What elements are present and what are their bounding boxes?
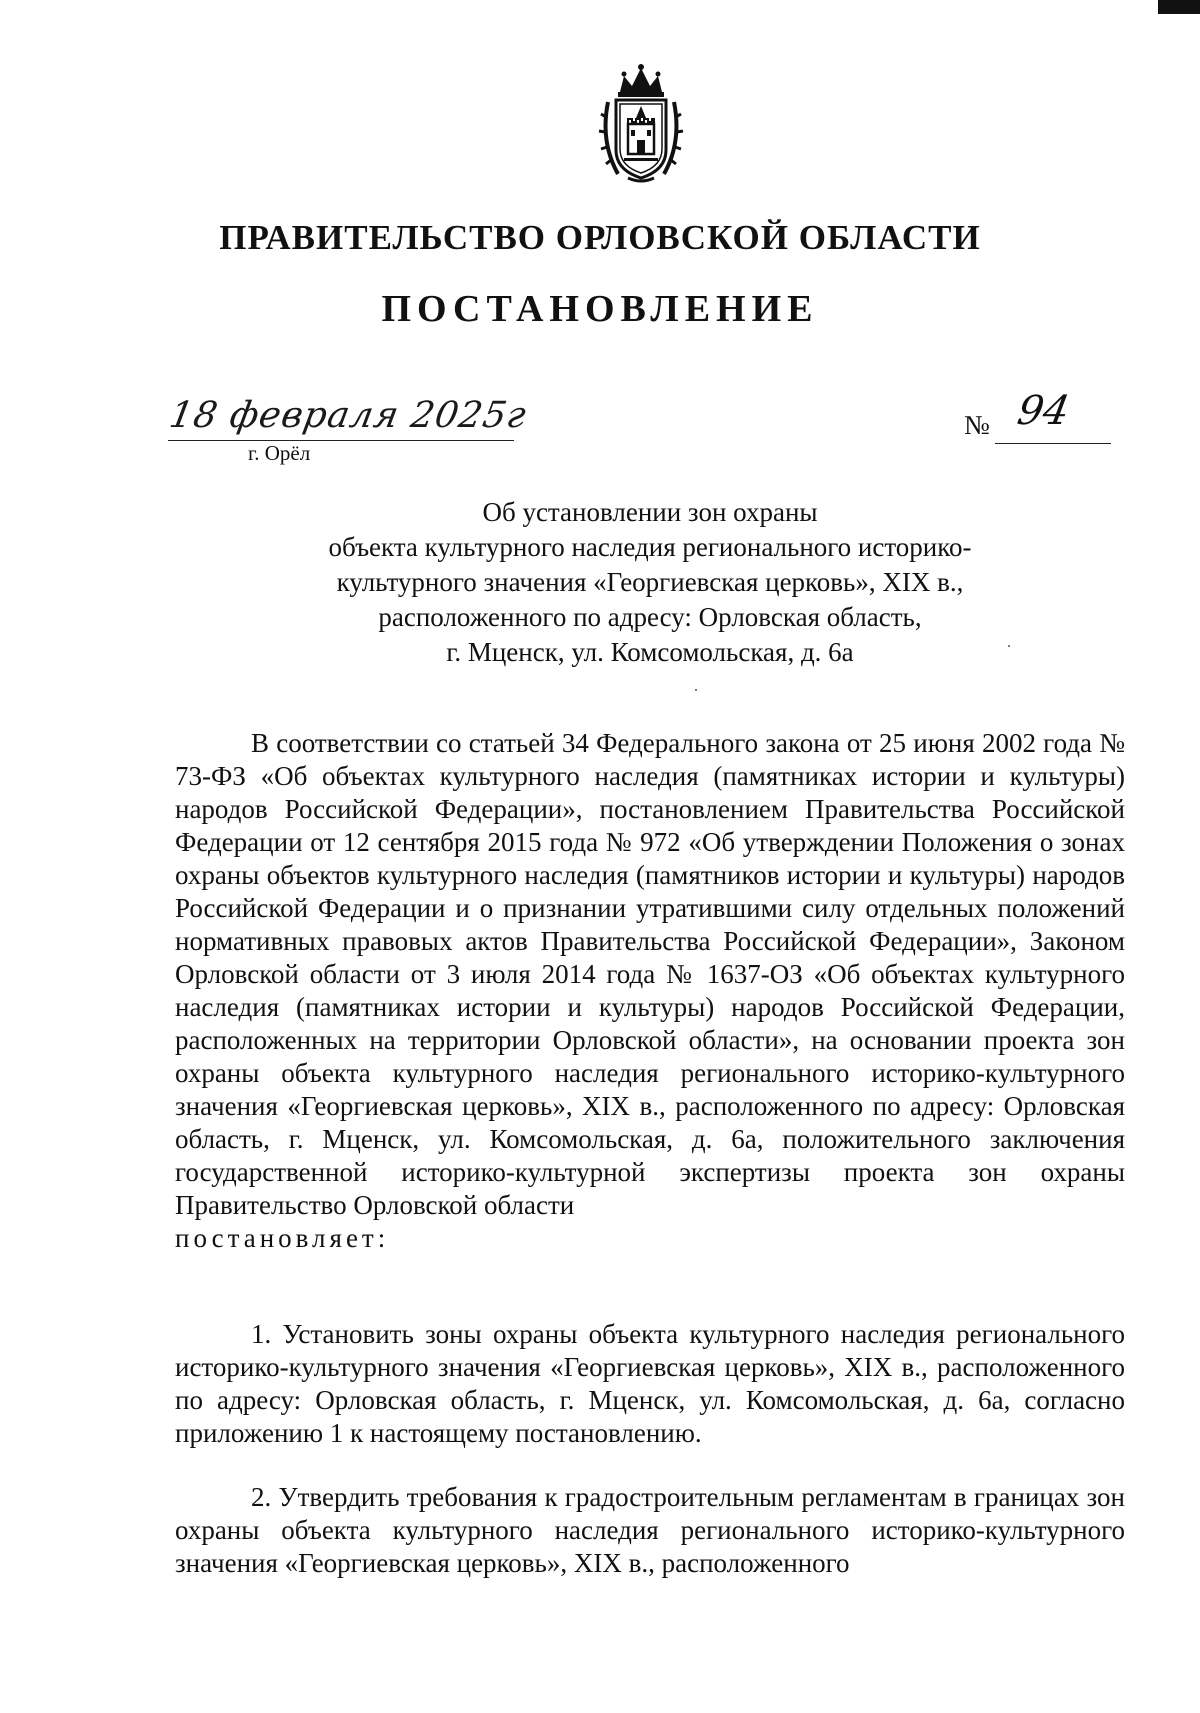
item-2-block (175, 1481, 1125, 1580)
item-2-paragraph: 2. Утвердить требования к градостроительным регламентам в границах зон охраны объекта культурного наследия регионального историко-культурного значения «Георгиевская церковь», XIX в., расположенного (175, 1482, 1125, 1578)
subject-line: объекта культурного наследия регионального историко- (328, 532, 972, 562)
document-type-title: ПОСТАНОВЛЕНИЕ (381, 288, 819, 330)
scan-speck (1008, 645, 1010, 647)
document-subject (175, 495, 1125, 670)
item-1-block (175, 1318, 1125, 1450)
orel-oblast-coat-of-arms-icon (598, 62, 684, 186)
subject-line: культурного значения «Георгиевская церковь», XIX в., (336, 567, 964, 597)
resolves-word: постановляет: (175, 1223, 390, 1253)
date-handwritten: 18 февраля 2025г (166, 395, 530, 436)
subject-line: Об установлении зон охраны (482, 497, 818, 527)
item-1-paragraph: 1. Установить зоны охраны объекта культурного наследия регионального историко-культурного значения «Георгиевская церковь», XIX в., расположенного по адресу: Орловская область, г. Мценск, ул. Комсомольская, д. 6а, согласно приложению 1 к настоящему постановлению. (175, 1319, 1125, 1448)
number-label: № (964, 410, 990, 440)
date-underline (168, 440, 514, 441)
subject-line: расположенного по адресу: Орловская область, (378, 602, 922, 632)
organization-name: ПРАВИТЕЛЬСТВО ОРЛОВСКОЙ ОБЛАСТИ (219, 218, 981, 257)
preamble-paragraph: В соответствии со статьей 34 Федерального закона от 25 июня 2002 года № 73-ФЗ «Об объектах культурного наследия (памятниках истории и культуры) народов Российской Федерации», постановлением Правительства Российской Федерации от 12 сентября 2015 года № 972 «Об утверждении Положения о зонах охраны объектов культурного наследия (памятников истории и культуры) народов Российской Федерации и о признании утратившими силу отдельных положений нормативных правовых актов Правительства Российской Федерации», Законом Орловской области от 3 июля 2014 года № 1637-ОЗ «Об объектах культурного наследия (памятниках истории и культуры) народов Российской Федерации, расположенных на территории Орловской области», на основании проекта зон охраны объекта культурного наследия регионального историко-культурного значения «Георгиевская церковь», XIX в., расположенного по адресу: Орловская область, г. Мценск, ул. Комсомольская, д. 6а, положительного заключения государственной историко-культурной экспертизы проекта зон охраны Правительство Орловской области (175, 728, 1125, 1220)
subject-line: г. Мценск, ул. Комсомольская, д. 6а (446, 637, 854, 667)
number-handwritten: 94 (1013, 388, 1073, 434)
scan-corner-mark (1158, 0, 1200, 14)
city-label: г. Орёл (248, 441, 311, 465)
preamble-block (175, 727, 1125, 1255)
number-underline (995, 443, 1111, 444)
scan-speck (695, 689, 697, 691)
